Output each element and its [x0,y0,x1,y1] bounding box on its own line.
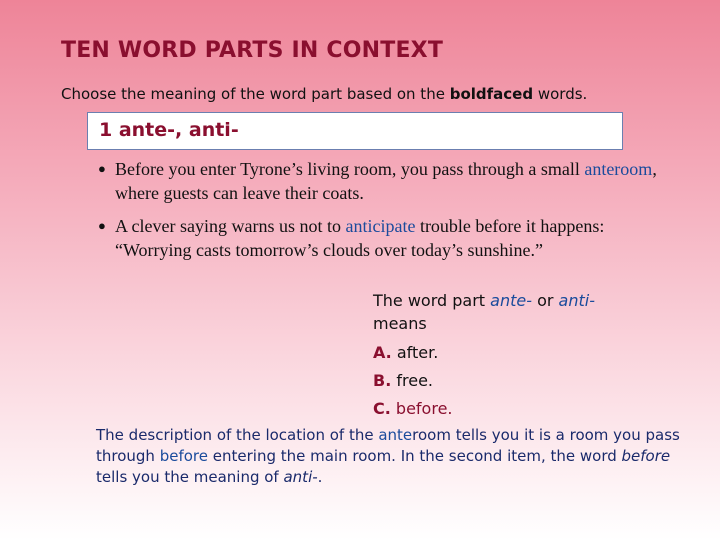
sentence-text: Before you enter Tyrone’s living room, you pass through a small [115,159,585,179]
explanation [96,425,696,488]
sentence-text: A clever saying warns us not to [115,216,346,236]
option-letter: B. [373,371,392,390]
section-heading-box [87,112,623,150]
option-a[interactable] [373,343,673,362]
instructions-bold-word: boldfaced [449,85,534,103]
explanation-text: tells you the meaning of [96,468,284,486]
instructions-text-end: words. [533,85,588,103]
explanation-text: The description of the location of the [96,426,379,444]
instructions [61,85,587,103]
sentence-text: , where guests can leave their coats. [115,159,657,203]
example-item-1 [98,157,658,205]
bullet-icon: ● [98,218,106,233]
explanation-text: room tells you it is a room you pass through [96,426,680,465]
option-c[interactable] [373,399,673,418]
question-prompt [373,291,673,310]
option-text: free. [391,371,433,390]
example-item-2 [98,214,658,262]
italic-word: before [621,447,671,465]
highlighted-word: anticipate [345,216,416,236]
option-letter: A. [373,343,392,362]
example-sentence [98,214,658,262]
explanation-text: . [317,468,323,486]
highlighted-word: ante [378,426,413,444]
option-b[interactable] [373,371,673,390]
page-title: TEN WORD PARTS IN CONTEXT [61,38,444,63]
question-text: The word part [373,291,491,310]
example-sentence [98,157,658,205]
question-means: means [373,314,427,333]
word-part: anti- [558,291,595,310]
italic-word: anti- [283,468,318,486]
explanation-text: entering the main room. In the second item, the word [208,447,622,465]
instructions-text: Choose the meaning of the word part based on the [61,85,450,103]
word-part: ante- [490,291,532,310]
highlighted-word: anteroom [584,159,653,179]
question-text: or [532,291,559,310]
highlighted-word: before [159,447,208,465]
option-letter: C. [373,399,391,418]
sentence-text: trouble before it happens: “Worrying casts tomorrow’s clouds over today’s sunshine.” [115,216,605,260]
option-text: before. [390,399,453,418]
section-heading: 1 ante-, anti- [99,119,239,141]
option-text: after. [391,343,439,362]
bullet-icon: ● [98,161,106,176]
